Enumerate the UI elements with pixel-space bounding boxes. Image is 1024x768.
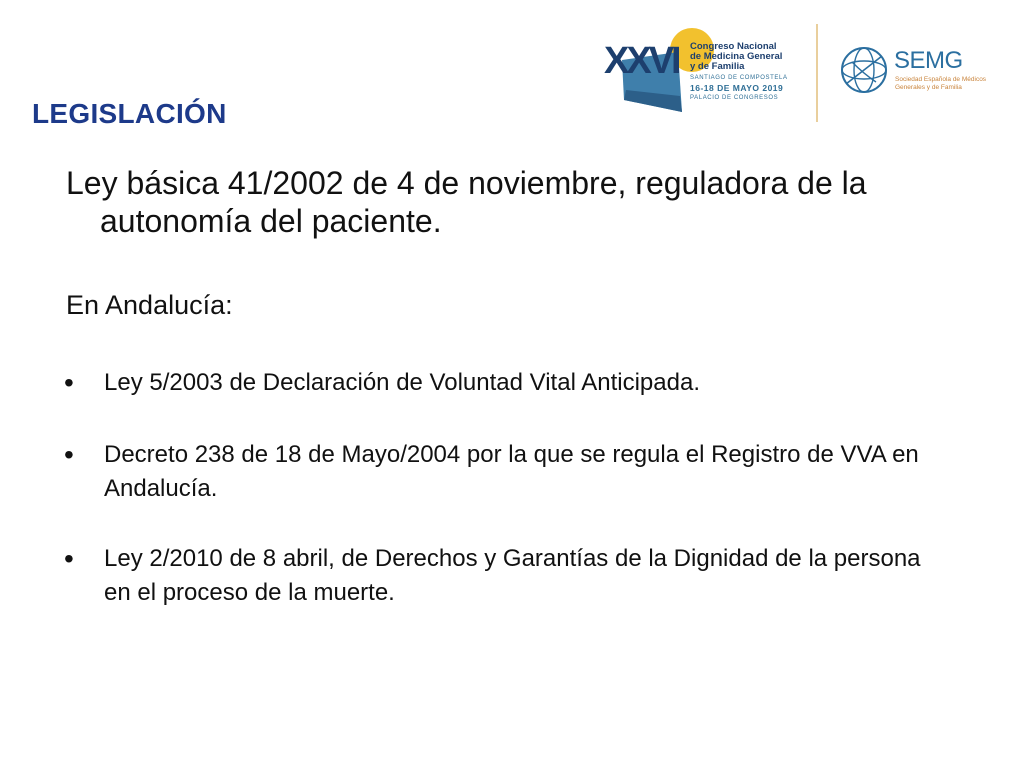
congress-logo — [600, 20, 800, 120]
list-item — [62, 438, 942, 506]
congress-text-block — [690, 42, 800, 101]
congress-place: SANTIAGO DE COMPOSTELA — [690, 75, 788, 81]
bullet-text: Ley 5/2003 de Declaración de Voluntad Vital Anticipada. — [104, 369, 700, 396]
legislation-bullet-list — [62, 366, 942, 648]
list-item — [62, 542, 942, 610]
bullet-text: Decreto 238 de 18 de Mayo/2004 por la que se regula el Registro de VVA en Andalucía. — [104, 441, 919, 502]
bullet-dot-icon: • — [64, 543, 74, 574]
congress-venue: PALACIO DE CONGRESOS — [690, 95, 779, 101]
semg-subtitle: Sociedad Española de Médicos Generales y de Familia — [895, 76, 987, 91]
bullet-text: Ley 2/2010 de 8 abril, de Derechos y Garantías de la Dignidad de la persona en el proceso de la muerte. — [104, 545, 921, 606]
list-item — [62, 366, 942, 400]
semg-globe-icon — [838, 44, 890, 96]
semg-name: SEMG — [894, 47, 963, 74]
main-law-text: Ley básica 41/2002 de 4 de noviembre, reguladora de la autonomía del paciente. — [66, 165, 867, 239]
congress-name: Congreso Nacional de Medicina General y de Familia — [690, 41, 783, 72]
logo-divider — [816, 24, 818, 122]
region-label: En Andalucía: — [66, 290, 233, 320]
bullet-dot-icon: • — [64, 439, 74, 470]
semg-logo — [838, 44, 988, 104]
congress-numeral: XXVI — [604, 40, 679, 82]
congress-dates: 16-18 DE MAYO 2019 — [690, 83, 784, 93]
section-title: LEGISLACIÓN — [32, 98, 227, 129]
bullet-dot-icon: • — [64, 367, 74, 398]
